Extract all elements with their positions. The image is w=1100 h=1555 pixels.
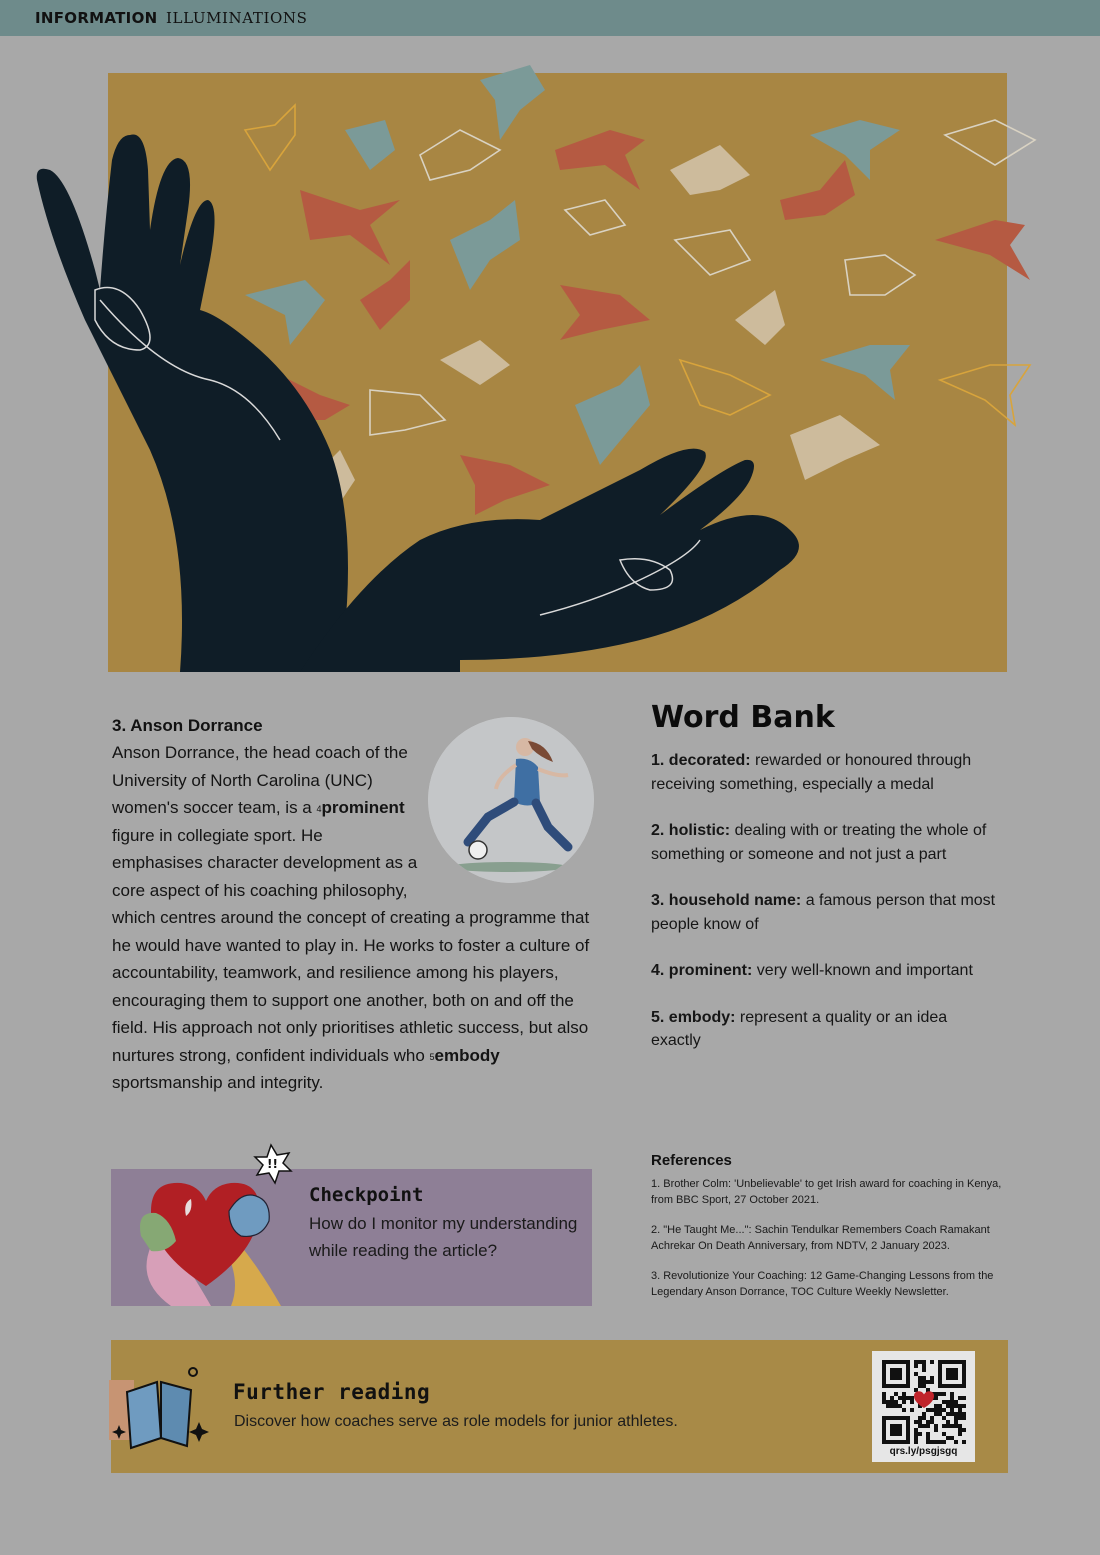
further-reading-text: Discover how coaches serve as role models for junior athletes. [234, 1413, 678, 1430]
footnote-5: 5 [429, 1051, 435, 1062]
keyword-embody: embody [434, 1045, 500, 1065]
references [651, 1152, 1011, 1315]
article-body [112, 739, 602, 1097]
article-title: 3. Anson Dorrance [112, 716, 263, 735]
hero-illustration [0, 60, 1100, 690]
word-bank-entry: 2. holistic: dealing with or treating the whole of something or someone and not just a part [651, 822, 987, 863]
reference-item: 3. Revolutionize Your Coaching: 12 Game-Changing Lessons from the Legendary Anson Dorrance, TOC Culture Weekly Newsletter. [651, 1270, 994, 1298]
keyword-prominent: prominent [321, 798, 405, 817]
book-icon [109, 1360, 209, 1460]
word-bank-entry: 5. embody: represent a quality or an idea exactly [651, 1008, 948, 1049]
header-section: INFORMATION [35, 9, 158, 27]
references-title: References [651, 1152, 732, 1169]
checkpoint-box [111, 1157, 592, 1306]
soccer-player-photo [428, 717, 594, 883]
heart-hands-icon [131, 1141, 331, 1306]
word-bank-entry: 1. decorated: rewarded or honoured through receiving something, especially a medal [651, 752, 972, 793]
checkpoint-badge: !! [267, 1157, 278, 1171]
word-bank-title: Word Bank [651, 700, 835, 735]
word-bank-entry: 4. prominent: very well-known and important [651, 962, 973, 979]
word-bank-entry: 3. household name: a famous person that most people know of [651, 892, 996, 933]
header-bar [0, 0, 1100, 36]
further-reading-box [111, 1340, 1008, 1473]
qr-code[interactable] [872, 1351, 975, 1462]
article [112, 710, 602, 1097]
further-reading-title: Further reading [233, 1380, 431, 1404]
checkpoint-text: How do I monitor my understanding while reading the article? [309, 1214, 578, 1260]
qr-code-icon [882, 1360, 966, 1444]
article-text-2: figure in collegiate sport. He emphasises character development as a core aspect of his coaching philosophy, which centres around the concept of creating a programme that he would have wanted to play in. He works to foster a culture of accountability, teamwork, and resilience among his players, encouraging them to support one another, both on and off the field. His approach not only prioritises athletic success, but also nurtures strong, confident individuals who [112, 825, 590, 1065]
checkpoint-title: Checkpoint [309, 1184, 424, 1206]
reference-item: 2. "He Taught Me...": Sachin Tendulkar Remembers Coach Ramakant Achrekar On Death Anniversary, from NDTV, 2 January 2023. [651, 1224, 990, 1252]
article-text-3: sportsmanship and integrity. [112, 1073, 324, 1092]
header-title: ILLUMINATIONS [166, 9, 308, 27]
qr-url: qrs.ly/psgjsgq [889, 1446, 958, 1457]
reference-item: 1. Brother Colm: 'Unbelievable' to get Irish award for coaching in Kenya, from BBC Sport, 27 October 2021. [651, 1178, 1002, 1206]
footnote-4: 4 [316, 804, 322, 814]
word-bank [651, 700, 996, 1076]
article-text-1: Anson Dorrance, the head coach of the University of North Carolina (UNC) women's soccer team, is a [112, 743, 408, 817]
